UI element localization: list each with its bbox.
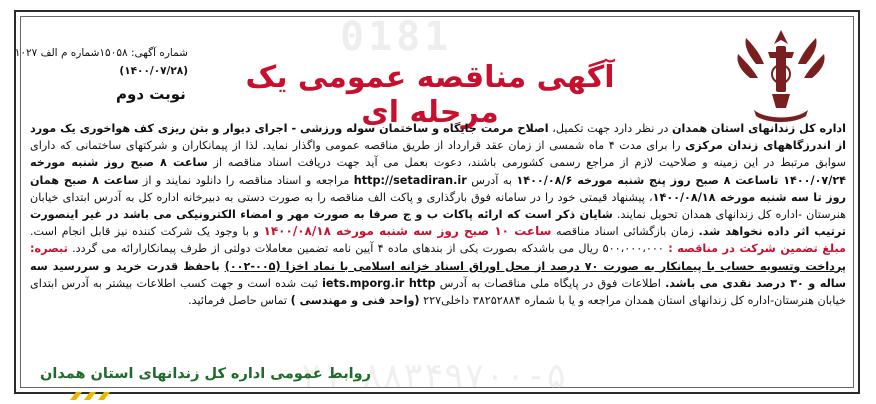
submission-period: ساعت ۸ صبح همان روز تا سه شنبه مورخه ۱۴۰۰/۰۸/۱۸: [30, 173, 846, 204]
ad-body-paragraph: [30, 120, 846, 309]
iets-link[interactable]: iets.mporg.ir: [322, 276, 405, 290]
ad-number: شماره آگهی: ۱۵۰۵۸شماره م الف ۱۰۲۷: [14, 47, 188, 59]
body-text-segment: مراجعه و اسناد مناقصه را دانلود نمایند و از: [138, 173, 354, 187]
body-text-segment: زمان بازگشائی اسناد مناقصه: [551, 225, 699, 239]
body-text-segment: در نظر دارد جهت تکمیل،: [548, 122, 672, 135]
http-prefix: http: [404, 276, 436, 290]
opening-time: ساعت ۱۰ صبح روز سه شنبه مورخه ۱۴۰۰/۰۸/۱۸: [263, 224, 552, 239]
payment-terms: پرداخت وتسویه حساب با پیمانکار به صورت ۷۰ درصد از محل اوراق اسناد خزانه اسلامی با نماد اخزا (۰۰۵-۰۰۲): [224, 259, 847, 273]
document-period: ساعت ۸ صبح روز شنبه مورخه ۱۴۰۰/۰۷/۲۴ تاساعت ۸ صبح روز پنج شنبه مورخه ۱۴۰۰/۰۸/۶: [30, 156, 846, 187]
ad-meta: [14, 44, 188, 80]
corner-stripes-decoration: [70, 392, 150, 400]
body-text-segment: به آدرس: [466, 173, 517, 187]
ad-title: آگهی مناقصه عمومی یک مرحله ای: [245, 60, 615, 130]
watermark-bottom: ۰۲۱-۸۸۳۴۹۷۰۰-۵: [280, 356, 567, 396]
project-description: اصلاح مرمت جایگاه و ساختمان سوله ورزشی - اجرای دیوار و بتن ریزی کف هواخوری یک مورد از اندرزگاههای زندان مرکزی: [30, 122, 846, 153]
technical-unit: (واحد فنی و مهندسی ): [290, 294, 420, 308]
body-text-segment: ثبت شده است و جهت کسب اطلاعات بیشتر به آدرس ابتدای خیابان هنرستان-اداره کل زندانهای استان همدان مراجعه و یا با شماره ۳۸۲۵۲۸۸۴ داخلی۲۲۷: [30, 276, 846, 308]
prison-organization-emblem-icon: [726, 24, 836, 132]
body-text-segment: را برای مدت ۴ ماه شمسی از زمان عقد قرارداد از طریق مناقصه عمومی واگذار نماید. لذا از پیمانکاران و شرکتهای ساختمانی که دارای سوابق مرتبط در این زمینه و صلاحیت لازم از مراجع رسمی کشورمی باشند، دعوت بعمل می آید جهت دریافت اسناد مناقصه از: [30, 139, 846, 170]
body-text-segment: و با وجود یک شرکت کننده نیز قابل انجام است.: [30, 225, 264, 239]
ad-round: نوبت دوم: [116, 85, 186, 103]
body-text-segment: تماس حاصل فرمائید.: [188, 294, 291, 308]
ad-date: (۱۴۰۰/۰۷/۲۸): [119, 65, 188, 77]
setadiran-link[interactable]: http://setadiran.ir: [353, 173, 467, 187]
watermark-top: 0181: [340, 14, 453, 60]
guarantee-label: مبلغ تضمین شرکت در مناقصه :: [668, 242, 846, 256]
org-name: اداره کل زندانهای استان همدان: [671, 122, 847, 135]
body-text-segment: اطلاعات فوق در پایگاه ملی مناقصات به آدرس: [435, 276, 666, 290]
payment-terms-cont: باحفظ قدرت خرید و سررسید سه ساله و ۳۰ درصد نقدی می باشد.: [30, 259, 846, 290]
electronic-signature-note: شایان ذکر است که ارائه پاکات ب و ج صرفا به صورت مهر و امضاء الکترونیکی می باشد در غیر اینصورت ترتیب اثر داده نخواهد شد.: [30, 208, 846, 239]
note-label: تبصره:: [30, 242, 68, 256]
body-text-segment: ، پیشنهاد قیمتی خود را در سامانه فوق بارگذاری و پاکت الف مناقصه را به صورت دستی به دبیرخانه اداره کل به آدرس ابتدای خیابان هنرستان -اداره کل زندانهای همدان تحویل نمایند.: [30, 190, 846, 222]
ad-body: [30, 120, 846, 309]
guarantee-amount: ۵۰۰،۰۰۰،۰۰۰ ریال می باشدکه بصورت یکی از بندهای ماده ۴ آیین نامه تضمین معاملات دولتی از طرف پیمانکارارائه می گردد.: [67, 242, 669, 256]
public-relations-signature: روابط عمومی اداره کل زندانهای استان همدان: [40, 366, 371, 382]
